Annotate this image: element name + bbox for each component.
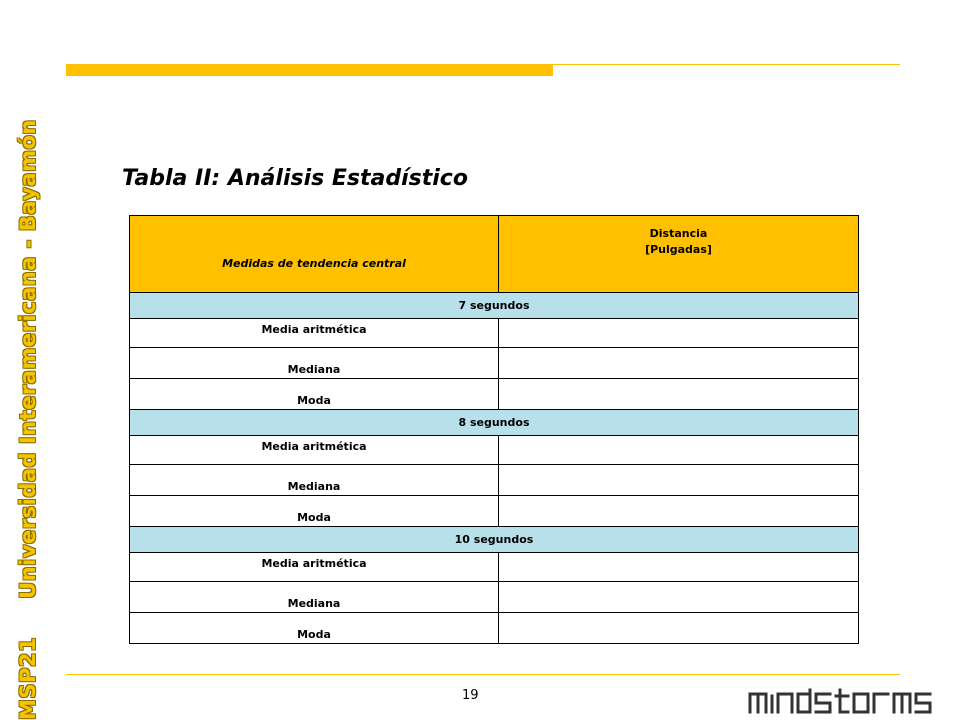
row-label: Moda (130, 496, 499, 527)
group-row (130, 527, 859, 553)
mindstorms-logo (748, 688, 946, 714)
header-distance-line1: Distancia (649, 227, 708, 240)
group-label: 8 segundos (130, 410, 859, 436)
row-label: Media aritmética (130, 553, 499, 582)
table-row (130, 379, 859, 410)
table-row (130, 496, 859, 527)
top-accent-line (553, 64, 900, 65)
header-distance (499, 216, 859, 293)
row-label: Moda (130, 613, 499, 644)
group-label: 7 segundos (130, 293, 859, 319)
value-cell[interactable] (499, 582, 859, 613)
row-label: Mediana (130, 465, 499, 496)
row-label: Moda (130, 379, 499, 410)
value-cell[interactable] (499, 348, 859, 379)
program-name: MSP21 (16, 636, 40, 720)
header-measures: Medidas de tendencia central (130, 216, 499, 293)
side-banner (0, 0, 50, 720)
value-cell[interactable] (499, 379, 859, 410)
table-row (130, 465, 859, 496)
row-label: Mediana (130, 582, 499, 613)
side-banner-text (10, 0, 46, 720)
header-distance-line2: [Pulgadas] (645, 243, 712, 256)
value-cell[interactable] (499, 553, 859, 582)
value-cell[interactable] (499, 465, 859, 496)
page-number: 19 (462, 688, 479, 703)
table-row (130, 348, 859, 379)
table-row (130, 553, 859, 582)
row-label: Media aritmética (130, 319, 499, 348)
top-accent-bar (66, 64, 553, 76)
value-cell[interactable] (499, 496, 859, 527)
group-row (130, 410, 859, 436)
value-cell[interactable] (499, 319, 859, 348)
value-cell[interactable] (499, 613, 859, 644)
slide-title: Tabla II: Análisis Estadístico (122, 166, 468, 191)
table-row (130, 436, 859, 465)
table-row (130, 613, 859, 644)
group-row (130, 293, 859, 319)
table-row (130, 319, 859, 348)
statistics-table (129, 215, 859, 644)
row-label: Mediana (130, 348, 499, 379)
footer-line (66, 674, 900, 675)
value-cell[interactable] (499, 436, 859, 465)
table-header-row (130, 216, 859, 293)
institution-name: Universidad Interamericana - Bayamón (16, 119, 40, 599)
group-label: 10 segundos (130, 527, 859, 553)
row-label: Media aritmética (130, 436, 499, 465)
table-row (130, 582, 859, 613)
